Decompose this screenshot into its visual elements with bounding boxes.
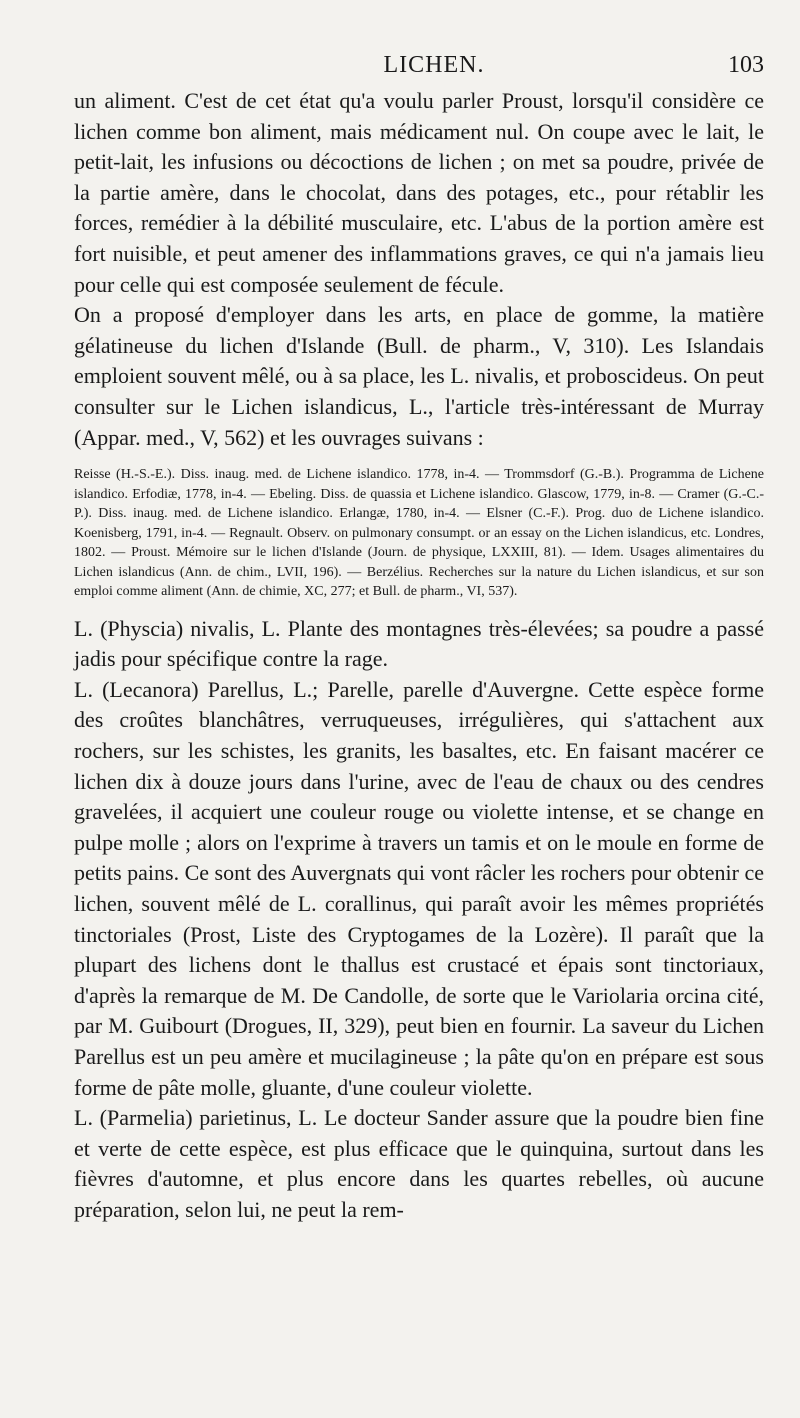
page-header xyxy=(74,52,764,86)
main-text xyxy=(74,86,764,453)
entry-physcia-nivalis: L. (Physcia) nivalis, L. Plante des montagnes très-élevées; sa poudre a passé jadis pour spécifique contre la rage. xyxy=(74,615,764,672)
entry-parmelia-parietinus: L. (Parmelia) parietinus, L. Le docteur Sander assure que la poudre bien fine et verte de cette espèce, est plus efficace que le quinquina, surtout dans les fièvres d'automne, et plus encore dans les quartes rebelles, où aucune préparation, selon lui, ne peut la rem- xyxy=(74,1105,764,1222)
paragraph-2: On a proposé d'employer dans les arts, en place de gomme, la matière gélatineuse du lichen d'Islande (Bull. de pharm., V, 310). Les Islandais emploient souvent mêlé, ou à sa place, les L. nivalis, et proboscideus. On peut consulter sur le Lichen islandicus, L., l'article très-intéressant de Murray (Appar. med., V, 562) et les ouvrages suivans : xyxy=(74,302,764,450)
paragraph-1: un aliment. C'est de cet état qu'a voulu parler Proust, lorsqu'il considère ce lichen comme bon aliment, mais médicament nul. On coupe avec le lait, le petit-lait, les infusions ou décoctions de lichen ; on met sa poudre, privée de la partie amère, dans le chocolat, dans des potages, etc., pour rétablir les forces, remédier à la débilité musculaire, etc. L'abus de la portion amère est fort nuisible, et peut amener des inflammations graves, ce qui n'a jamais lieu pour celle qui est composée seulement de fécule. xyxy=(74,88,764,297)
page-number: 103 xyxy=(728,52,764,78)
entry-lecanora-parellus: L. (Lecanora) Parellus, L.; Parelle, parelle d'Auvergne. Cette espèce forme des croûtes blanchâtres, verruqueuses, irrégulières, qui s'attachent aux rochers, sur les schistes, les granits, les basaltes, etc. En faisant macérer ce lichen dix à douze jours dans l'urine, avec de l'eau de chaux ou des cendres gravelées, il acquiert une couleur rouge ou violette intense, et se change en pulpe molle ; alors on l'exprime à travers un tamis et on le moule en forme de petits pains. Ce sont des Auvergnats qui vont râcler les rochers pour obtenir ce lichen, souvent mêlé de L. corallinus, qui paraît avoir les mêmes propriétés tinctoriales (Prost, Liste des Cryptogames de la Lozère). Il paraît que la plupart des lichens dont le thallus est crustacé et épais sont tinctoriaux, d'après la remarque de M. De Candolle, de sorte que le Variolaria orcina cité, par M. Guibourt (Drogues, II, 329), peut bien en fournir. La saveur du Lichen Parellus est un peu amère et mucilagineuse ; la pâte qu'on en prépare est sous forme de pâte molle, gluante, d'une couleur violette. xyxy=(74,676,764,1100)
references-text: Reisse (H.-S.-E.). Diss. inaug. med. de Lichene islandico. 1778, in-4. — Trommsdorf (G.-B.). Programma de Lichene islandico. Erfodiæ, 1778, in-4. — Ebeling. Diss. de quassia et Lichene islandico. Glascow, 1779, in-8. — Cramer (G.-C.-P.). Diss. inaug. med. de Lichene islandico. Erlangæ, 1780, in-4. — Elsner (C.-F.). Prog. duo de Lichene islandico. Koenisberg, 1791, in-4. — Regnault. Observ. on pulmonary consumpt. or an essay on the Lichen islandicus, etc. Londres, 1802. — Proust. Mémoire sur le lichen d'Islande (Journ. de physique, LXXIII, 81). — Idem. Usages alimentaires du Lichen islandicus (Ann. de chim., LVII, 196). — Berzélius. Recherches sur la nature du Lichen islandicus, et sur son emploi comme aliment (Ann. de chimie, XC, 277; et Bull. de pharm., VI, 537). xyxy=(74,467,764,600)
references-block xyxy=(74,465,764,602)
running-title: LICHEN. xyxy=(383,52,485,78)
entries-text xyxy=(74,614,764,1226)
